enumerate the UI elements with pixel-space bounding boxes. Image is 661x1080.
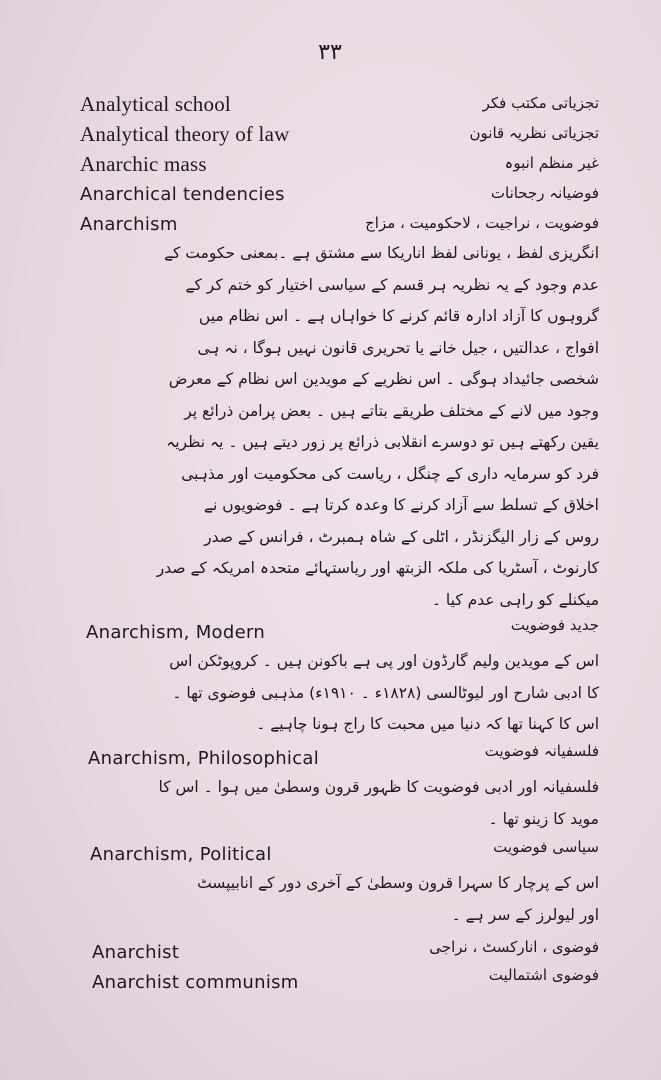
definition-line: روس کے زار الیگزنڈر ، اٹلی کے شاہ ہمبرٹ ، فرانس کے صدر xyxy=(204,527,599,546)
urdu-analytical-school: تجزیاتی مکتب فکر xyxy=(482,94,599,112)
urdu-anarchic-mass: غیر منظم انبوہ xyxy=(504,154,599,172)
definition-line: فلسفیانہ اور ادبی فوضویت کا ظہور قرون وسطیٰ میں ہوا ۔ اس کا xyxy=(158,778,599,796)
definition-line: کا ادبی شارح اور لیوٹالسی (۱۸۲۸ء ۔ ۱۹۱۰ء) مذہبی فوضوی تھا ۔ xyxy=(172,683,599,702)
term-anarchism-philosophical: Anarchism, Philosophical xyxy=(88,748,320,769)
term-anarchism-political: Anarchism, Political xyxy=(90,844,272,865)
definition-line: اس کا کہنا تھا کہ دنیا میں محبت کا راج ہونا چاہیے ۔ xyxy=(256,715,599,733)
definition-line: افواج ، عدالتیں ، جیل خانے یا تحریری قانون نہیں ہوگا ، نہ ہی xyxy=(197,338,599,357)
term-anarchic-mass: Anarchic mass xyxy=(80,152,207,176)
definition-anarchism-philosophical xyxy=(79,772,599,835)
definition-line: یقین رکھتے ہیں تو دوسرے انقلابی ذرائع پر زور دیتے ہیں ۔ یہ نظریہ xyxy=(166,433,599,451)
term-anarchical-tendencies: Anarchical tendencies xyxy=(80,184,285,205)
definition-anarchism-political xyxy=(79,868,599,931)
definition-line: میکنلے کو راہی عدم کیا ۔ xyxy=(431,590,599,609)
definition-line: فرد کو سرمایہ داری کے چنگل ، ریاست کی محکومیت اور مذہبی xyxy=(181,464,599,483)
definition-line: انگریزی لفظ ، یونانی لفظ اناریکا سے مشتق ہے ۔بمعنی حکومت کے xyxy=(163,244,599,262)
definition-anarchism-modern xyxy=(79,646,599,741)
definition-line: اور لیولرز کے سر ہے ۔ xyxy=(451,905,599,924)
urdu-anarchism-philosophical: فلسفیانہ فوضویت xyxy=(484,742,599,760)
definition-line: شخصی جائیداد ہوگی ۔ اس نظریے کے مویدین اس نظام کے معرض xyxy=(168,370,599,388)
definition-anarchism xyxy=(79,238,599,616)
term-anarchist-communism: Anarchist communism xyxy=(92,972,299,993)
definition-line: گروہوں کا آزاد ادارہ قائم کرنے کا خواہاں ہے ۔ اس نظام میں xyxy=(198,307,599,325)
urdu-anarchism-modern: جدید فوضویت xyxy=(510,616,599,634)
definition-line: موید کا زینو تھا ۔ xyxy=(488,809,599,828)
definition-line: کارنوٹ ، آسٹریا کی ملکہ الزبتھ اور ریاستہائے متحدہ امریکہ کے صدر xyxy=(156,559,599,577)
term-analytical-school: Analytical school xyxy=(80,92,231,116)
urdu-anarchism: فوضویت ، نراجیت ، لاحکومیت ، مزاج xyxy=(365,214,599,232)
term-analytical-theory-of-law: Analytical theory of law xyxy=(80,122,290,146)
term-anarchism-modern: Anarchism, Modern xyxy=(86,622,266,643)
definition-line: عدم وجود کے یہ نظریہ ہر قسم کے سیاسی اختیار کو ختم کر کے xyxy=(185,275,599,294)
urdu-analytical-theory-of-law: تجزیاتی نظریہ قانون xyxy=(469,124,599,142)
definition-line: اس کے مویدین ولیم گارڈون اور پی ہے باکونن ہیں ۔ کروپوٹکن اس xyxy=(169,652,599,670)
urdu-anarchist-communism: فوضوی اشتمالیت xyxy=(488,966,599,984)
definition-line: اس کے پرچار کا سہرا قرون وسطیٰ کے آخری دور کے انابیپسٹ xyxy=(197,874,599,892)
definition-line: وجود میں لانے کے مختلف طریقے بتاتے ہیں ۔ بعض پرامن ذرائع پر xyxy=(184,401,599,420)
term-anarchist: Anarchist xyxy=(92,942,180,963)
urdu-anarchism-political: سیاسی فوضویت xyxy=(493,838,599,856)
urdu-anarchical-tendencies: فوضیانہ رجحانات xyxy=(490,184,599,202)
term-anarchism: Anarchism xyxy=(80,214,178,235)
definition-line: اخلاق کے تسلط سے آزاد کرنے کا وعدہ کرتا ہے ۔ فوضویوں نے xyxy=(203,496,599,514)
page-number: ۳۳ xyxy=(318,40,342,65)
urdu-anarchist: فوضوی ، انارکسٹ ، نراجی xyxy=(429,938,599,956)
